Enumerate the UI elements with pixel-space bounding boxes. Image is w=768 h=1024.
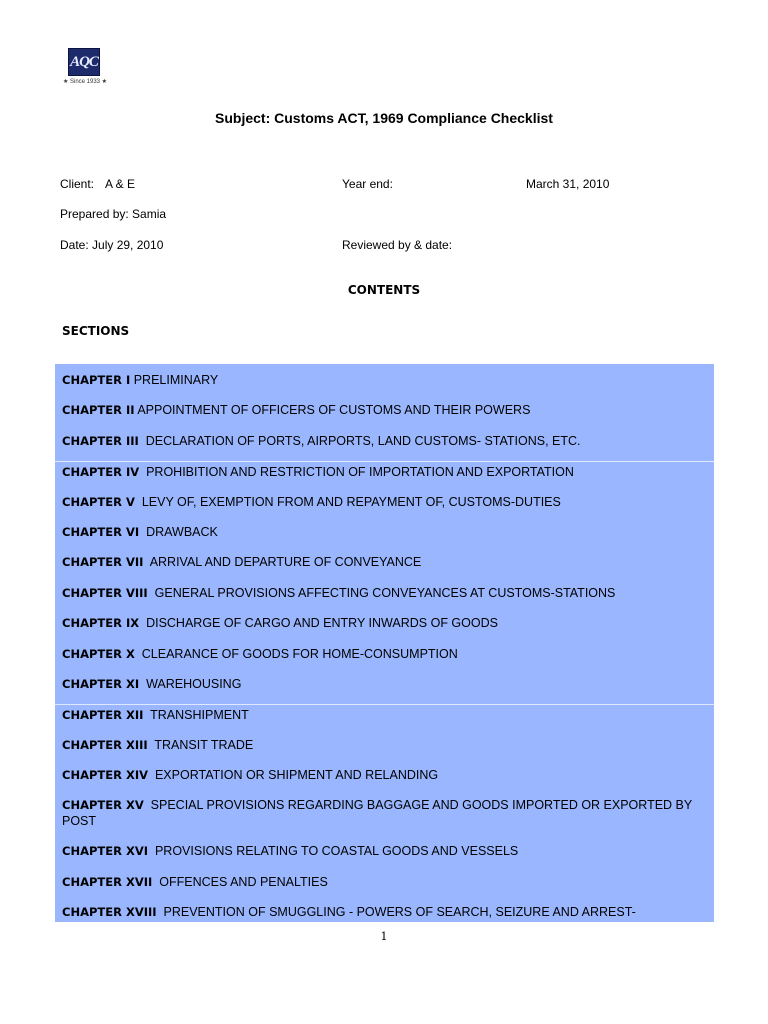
company-logo (62, 48, 108, 90)
chapter-row (55, 735, 714, 765)
chapter-row (55, 872, 714, 902)
chapter-number: CHAPTER VI (62, 524, 140, 539)
client-label: Client: (60, 177, 95, 191)
chapter-row (55, 552, 714, 582)
chapter-row (55, 613, 714, 643)
document-date: Date: July 29, 2010 (60, 238, 164, 252)
chapter-title: EXPORTATION OR SHIPMENT AND RELANDING (154, 768, 439, 783)
year-end-label: Year end: (342, 177, 393, 191)
chapter-title: LEVY OF, EXEMPTION FROM AND REPAYMENT OF, CUSTOMS-DUTIES (141, 494, 561, 509)
chapter-row (55, 902, 714, 932)
chapter-title: SPECIAL PROVISIONS REGARDING BAGGAGE AND GOODS IMPORTED OR EXPORTED BY POST (62, 798, 692, 829)
chapter-title: PREVENTION OF SMUGGLING - POWERS OF SEARCH, SEIZURE AND ARREST- (163, 905, 636, 920)
chapter-title: PRELIMINARY (133, 373, 219, 387)
chapter-row (55, 370, 714, 400)
chapter-title: TRANSHIPMENT (150, 708, 249, 723)
prepared-by: Prepared by: Samia (60, 207, 167, 221)
chapter-row (55, 704, 714, 734)
chapter-number: CHAPTER XI (62, 676, 140, 691)
chapter-number: CHAPTER X (62, 646, 135, 661)
chapter-title: DRAWBACK (146, 524, 218, 539)
contents-heading: CONTENTS (347, 283, 421, 297)
chapter-number: CHAPTER II (62, 403, 135, 418)
chapter-title: GENERAL PROVISIONS AFFECTING CONVEYANCES AT CUSTOMS-STATIONS (154, 585, 616, 600)
year-end-value: March 31, 2010 (526, 177, 610, 191)
chapter-row (55, 765, 714, 795)
chapter-title: CLEARANCE OF GOODS FOR HOME-CONSUMPTION (141, 646, 458, 661)
chapter-number: CHAPTER XVI (62, 844, 148, 859)
chapter-number: CHAPTER IV (62, 465, 140, 480)
chapter-number: CHAPTER VIII (62, 585, 148, 600)
logo-mark-text: AQC (70, 53, 98, 70)
chapter-row (55, 431, 714, 461)
chapter-row (55, 674, 714, 704)
chapter-row (55, 492, 714, 522)
chapter-title: TRANSIT TRADE (154, 737, 254, 752)
chapter-number: CHAPTER XIV (62, 768, 148, 783)
chapter-number: CHAPTER XII (62, 708, 144, 723)
document-subject: Subject: Customs ACT, 1969 Compliance Checklist (215, 110, 553, 126)
chapter-row (55, 583, 714, 613)
chapter-row (55, 461, 714, 491)
chapter-title: ARRIVAL AND DEPARTURE OF CONVEYANCE (149, 555, 422, 570)
chapter-number: CHAPTER V (62, 494, 135, 509)
chapter-number: CHAPTER XV (62, 798, 144, 813)
chapter-number: CHAPTER XVII (62, 874, 153, 889)
chapter-title: OFFENCES AND PENALTIES (159, 874, 328, 889)
chapter-list (55, 364, 714, 922)
client-value: A & E (105, 177, 136, 191)
chapter-title: WAREHOUSING (146, 676, 242, 691)
reviewed-by: Reviewed by & date: (342, 238, 453, 252)
chapter-title: APPOINTMENT OF OFFICERS OF CUSTOMS AND THEIR POWERS (137, 403, 531, 418)
chapter-title: PROVISIONS RELATING TO COASTAL GOODS AND VESSELS (154, 844, 519, 859)
chapter-number: CHAPTER XVIII (62, 905, 157, 920)
page-number: 1 (380, 930, 388, 943)
chapter-row (55, 644, 714, 674)
chapter-number: CHAPTER III (62, 433, 139, 448)
chapter-row (55, 795, 714, 841)
chapter-number: CHAPTER IX (62, 616, 140, 631)
chapter-row (55, 400, 714, 430)
logo-since-text: ★ Since 1933 ★ (62, 79, 108, 85)
chapter-title: PROHIBITION AND RESTRICTION OF IMPORTATION AND EXPORTATION (146, 465, 574, 480)
chapter-title: DECLARATION OF PORTS, AIRPORTS, LAND CUSTOMS- STATIONS, ETC. (145, 433, 581, 448)
chapter-number: CHAPTER I (62, 373, 131, 387)
chapter-row (55, 841, 714, 871)
chapter-title: DISCHARGE OF CARGO AND ENTRY INWARDS OF GOODS (146, 616, 498, 631)
logo-emblem (68, 48, 100, 76)
chapter-number: CHAPTER XIII (62, 737, 148, 752)
chapter-row (55, 522, 714, 552)
sections-heading: SECTIONS (62, 324, 130, 338)
chapter-number: CHAPTER VII (62, 555, 144, 570)
